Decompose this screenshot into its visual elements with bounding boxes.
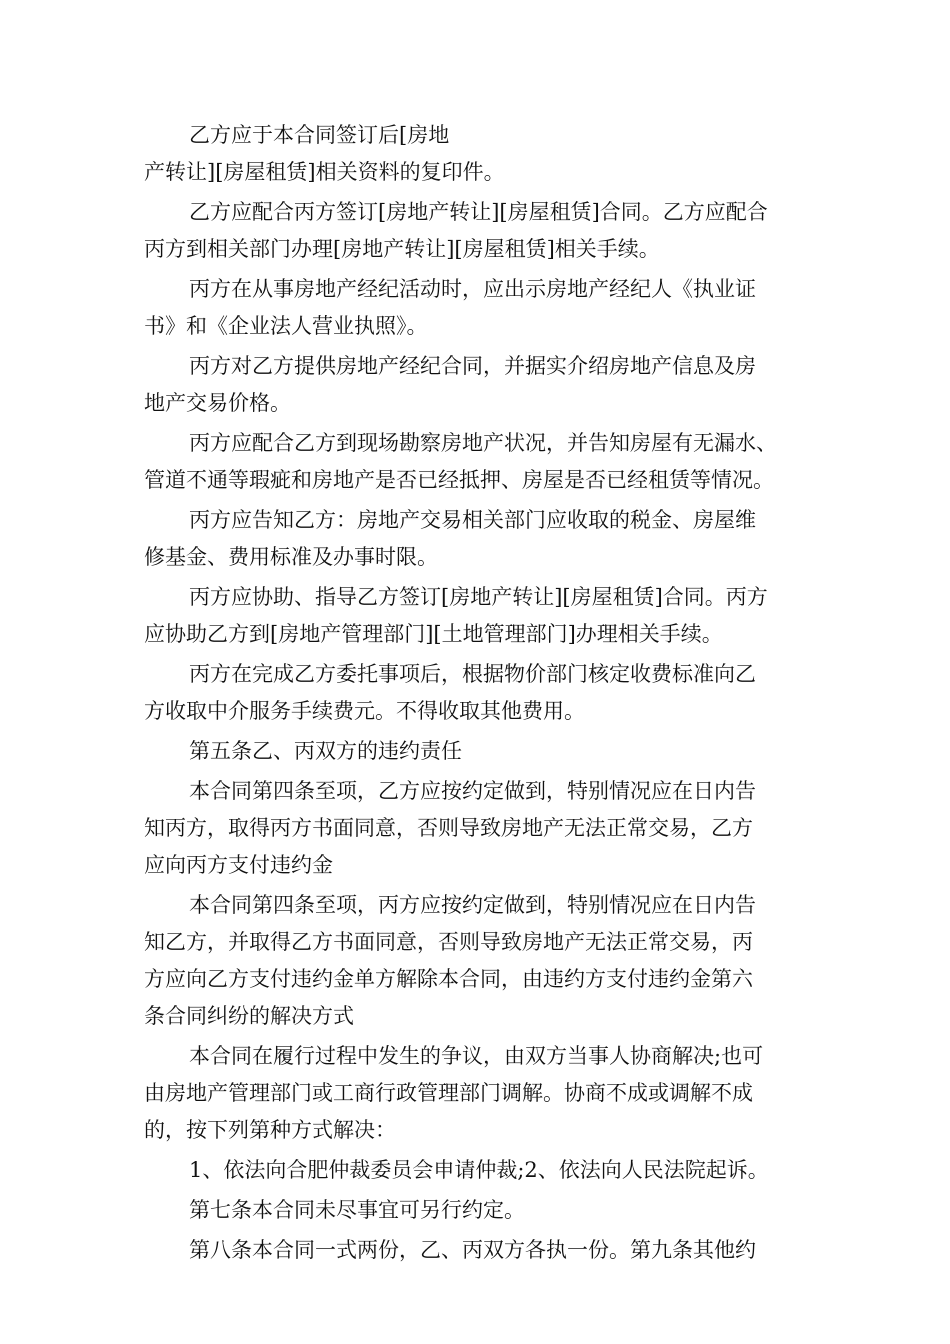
paragraph bbox=[144, 1232, 809, 1269]
paragraph bbox=[144, 1038, 809, 1149]
paragraph-line: 丙方到相关部门办理[房地产转让][房屋租赁]相关手续。 bbox=[144, 237, 660, 261]
paragraph bbox=[144, 887, 809, 1035]
paragraph-line: 产转让][房屋租赁]相关资料的复印件。 bbox=[144, 160, 505, 184]
paragraph-line: 丙方在从事房地产经纪活动时，应出示房地产经纪人《执业证 bbox=[189, 277, 756, 301]
paragraph bbox=[144, 117, 809, 191]
paragraph-line: 地产交易价格。 bbox=[144, 391, 291, 415]
paragraph bbox=[144, 271, 809, 345]
document-page bbox=[144, 117, 809, 1272]
paragraph-line: 乙方应于本合同签订后[房地 bbox=[189, 123, 450, 147]
paragraph-line: 丙方应配合乙方到现场勘察房地产状况，并告知房屋有无漏水、 bbox=[189, 431, 777, 455]
paragraph-line: 丙方应协助、指导乙方签订[房地产转让][房屋租赁]合同。丙方 bbox=[189, 585, 768, 609]
paragraph bbox=[144, 773, 809, 884]
paragraph bbox=[144, 1152, 809, 1189]
paragraph-line: 本合同第四条至项，丙方应按约定做到，特别情况应在日内告 bbox=[189, 893, 756, 917]
paragraph-line: 丙方对乙方提供房地产经纪合同，并据实介绍房地产信息及房 bbox=[189, 354, 756, 378]
paragraph-line: 1、依法向合肥仲裁委员会申请仲裁;2、依法向人民法院起诉。 bbox=[189, 1158, 769, 1182]
paragraph bbox=[144, 1192, 809, 1229]
paragraph bbox=[144, 194, 809, 268]
paragraph bbox=[144, 656, 809, 730]
paragraph-line: 的，按下列第种方式解决： bbox=[144, 1118, 396, 1142]
paragraph-line: 第七条本合同未尽事宜可另行约定。 bbox=[189, 1198, 525, 1222]
paragraph-line: 方收取中介服务手续费元。不得收取其他费用。 bbox=[144, 699, 585, 723]
paragraph-line: 知乙方，并取得乙方书面同意，否则导致房地产无法正常交易，丙 bbox=[144, 930, 753, 954]
paragraph-line: 第八条本合同一式两份，乙、丙双方各执一份。第九条其他约 bbox=[189, 1238, 756, 1262]
paragraph-line: 应向丙方支付违约金 bbox=[144, 853, 333, 877]
paragraph bbox=[144, 502, 809, 576]
paragraph bbox=[144, 733, 809, 770]
paragraph-line: 丙方在完成乙方委托事项后，根据物价部门核定收费标准向乙 bbox=[189, 662, 756, 686]
paragraph-line: 修基金、费用标准及办事时限。 bbox=[144, 545, 438, 569]
paragraph-line: 丙方应告知乙方：房地产交易相关部门应收取的税金、房屋维 bbox=[189, 508, 756, 532]
paragraph bbox=[144, 579, 809, 653]
paragraph-line: 由房地产管理部门或工商行政管理部门调解。协商不成或调解不成 bbox=[144, 1081, 753, 1105]
paragraph-line: 乙方应配合丙方签订[房地产转让][房屋租赁]合同。乙方应配合 bbox=[189, 200, 768, 224]
paragraph-line: 本合同在履行过程中发生的争议，由双方当事人协商解决;也可 bbox=[189, 1044, 764, 1068]
paragraph-line: 管道不通等瑕疵和房地产是否已经抵押、房屋是否已经租赁等情况。 bbox=[144, 468, 774, 492]
paragraph-line: 书》和《企业法人营业执照》。 bbox=[144, 314, 428, 338]
paragraph bbox=[144, 425, 809, 499]
paragraph-line: 知丙方，取得丙方书面同意，否则导致房地产无法正常交易，乙方 bbox=[144, 816, 753, 840]
paragraph bbox=[144, 348, 809, 422]
paragraph-line: 应协助乙方到[房地产管理部门][土地管理部门]办理相关手续。 bbox=[144, 622, 723, 646]
paragraph-line: 方应向乙方支付违约金单方解除本合同，由违约方支付违约金第六 bbox=[144, 967, 753, 991]
paragraph-line: 条合同纠纷的解决方式 bbox=[144, 1004, 354, 1028]
paragraph-line: 本合同第四条至项，乙方应按约定做到，特别情况应在日内告 bbox=[189, 779, 756, 803]
paragraph-line: 第五条乙、丙双方的违约责任 bbox=[189, 739, 462, 763]
